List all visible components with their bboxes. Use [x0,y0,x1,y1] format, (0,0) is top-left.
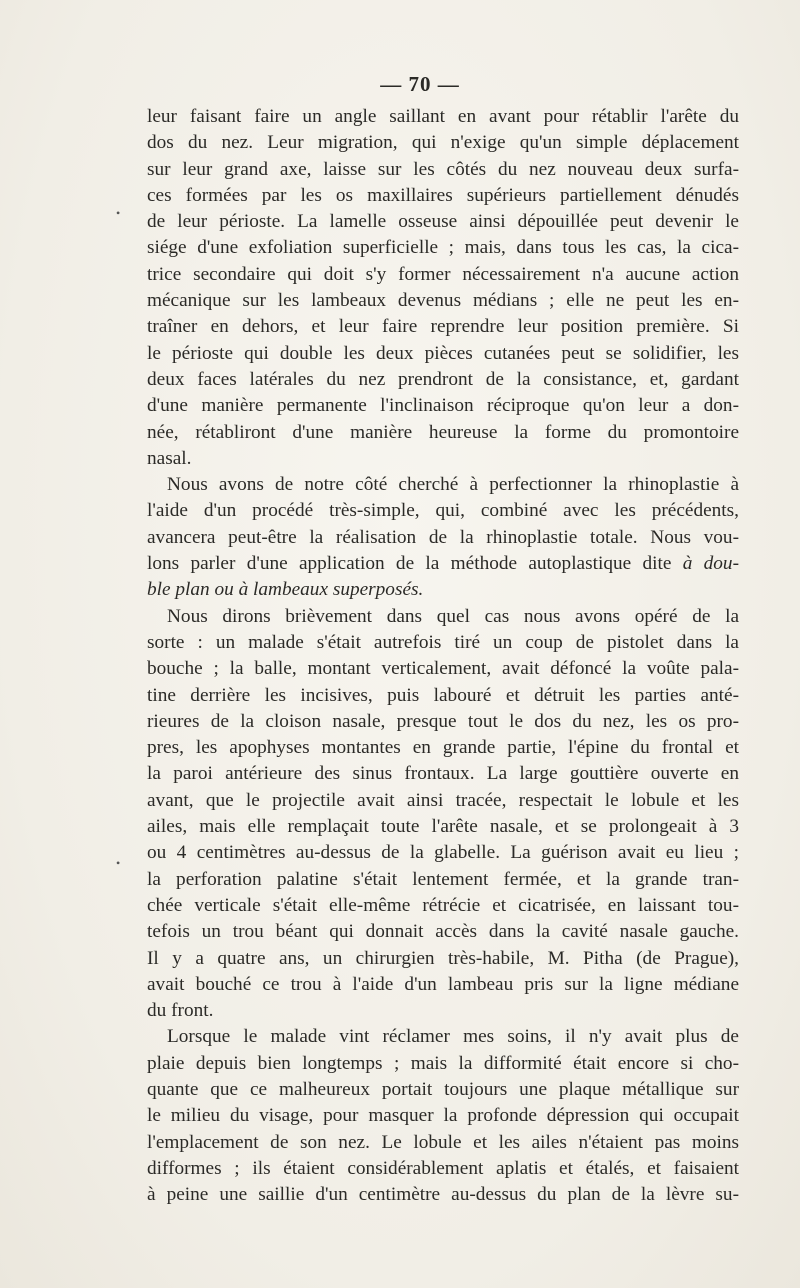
text-line: le milieu du visage, pour masquer la profonde dépression qui occupait [147,1105,739,1127]
text-line: dos du nez. Leur migration, qui n'exige qu'un simple déplacement [147,132,739,154]
text-line: deux faces latérales du nez prendront de la consistance, et, gardant [147,368,739,390]
italic-line [147,577,739,603]
text-line: plaie depuis bien longtemps ; mais la difformité était encore si cho- [147,1052,739,1074]
text-line: difformes ; ils étaient considérablement aplatis et étalés, et faisaient [147,1157,739,1179]
margin-speck-icon: • [116,206,121,220]
page-number: — 70 — [380,72,460,96]
text-line: nasal. [147,447,192,469]
text-line: tine derrière les incisives, puis labouré et détruit les parties anté- [147,684,739,706]
text-line: traîner en dehors, et leur faire reprendre leur position première. Si [147,316,739,338]
paragraph-start: Nous avons de notre côté cherché à perfectionner la rhinoplastie à [167,474,739,496]
text-line: la paroi antérieure des sinus frontaux. La large gouttière ouverte en [147,763,739,785]
text-line: trice secondaire qui doit s'y former nécessairement n'a aucune action [147,263,739,285]
text-line: avancera peut-être la réalisation de la rhinoplastie totale. Nous vou- [147,526,739,548]
text-line: ailes, mais elle remplaçait toute l'arête nasale, et se prolongeait à 3 [147,816,739,838]
text-line: avait bouché ce trou à l'aide d'un lambeau pris sur la ligne médiane [147,973,739,995]
text-line: de leur périoste. La lamelle osseuse ainsi dépouillée peut devenir le [147,211,739,233]
text-line: ces formées par les os maxillaires supérieurs partiellement dénudés [147,184,739,206]
text-line: l'aide d'un procédé très-simple, qui, combiné avec les précédents, [147,500,739,522]
text-fragment: lons parler d'une application de la méthode autoplastique dite [147,553,672,575]
text-line: du front. [147,1000,214,1022]
text-line: rieures de la cloison nasale, presque tout le dos du nez, les os pro- [147,710,739,732]
text-line: née, rétabliront d'une manière heureuse la forme du promontoire [147,421,739,443]
text-line: leur faisant faire un angle saillant en avant pour rétablir l'arête du [147,106,739,127]
text-line: l'emplacement de son nez. Le lobule et les ailes n'étaient pas moins [147,1131,739,1153]
text-line: siége d'une exfoliation superficielle ; mais, dans tous les cas, la cica- [147,237,739,259]
margin-speck-icon: • [116,856,121,870]
text-line: pres, les apophyses montantes en grande partie, l'épine du frontal et [147,737,739,759]
text-line: d'une manière permanente l'inclinaison réciproque qu'on leur a don- [147,395,739,417]
text-line: à peine une saillie d'un centimètre au-dessus du plan de la lèvre su- [147,1184,739,1206]
text-line: bouche ; la balle, montant verticalement, avait défoncé la voûte pala- [147,658,739,680]
text-line: Il y a quatre ans, un chirurgien très-habile, M. Pitha (de Prague), [147,947,739,969]
text-line: la perforation palatine s'était lentement fermée, et la grande tran- [147,868,739,890]
paragraph-start: Nous dirons brièvement dans quel cas nous avons opéré de la [167,605,739,627]
text-line: ou 4 centimètres au-dessus de la glabelle. La guérison avait eu lieu ; [147,842,739,864]
italic-fragment: ble plan ou à lambeaux superposés. [147,579,424,601]
text-line: chée verticale s'était elle-même rétrécie et cicatrisée, en laissant tou- [147,894,739,916]
text-line: le périoste qui double les deux pièces cutanées peut se solidifier, les [147,342,739,364]
text-line: quante que ce malheureux portait toujours une plaque métallique sur [147,1078,739,1100]
text-line-with-italic [147,551,739,577]
text-line: sur leur grand axe, laisse sur les côtés du nez nouveau deux surfa- [147,158,739,180]
body-text [147,104,739,1208]
text-line: sorte : un malade s'était autrefois tiré un coup de pistolet dans la [147,631,739,653]
text-line: tefois un trou béant qui donnait accès dans la cavité nasale gauche. [147,921,739,943]
text-line: mécanique sur les lambeaux devenus médians ; elle ne peut les en- [147,290,739,312]
italic-fragment: à dou- [682,553,739,575]
paragraph-start: Lorsque le malade vint réclamer mes soins, il n'y avait plus de [167,1026,739,1048]
text-line: avant, que le projectile avait ainsi tracée, respectait le lobule et les [147,789,739,811]
